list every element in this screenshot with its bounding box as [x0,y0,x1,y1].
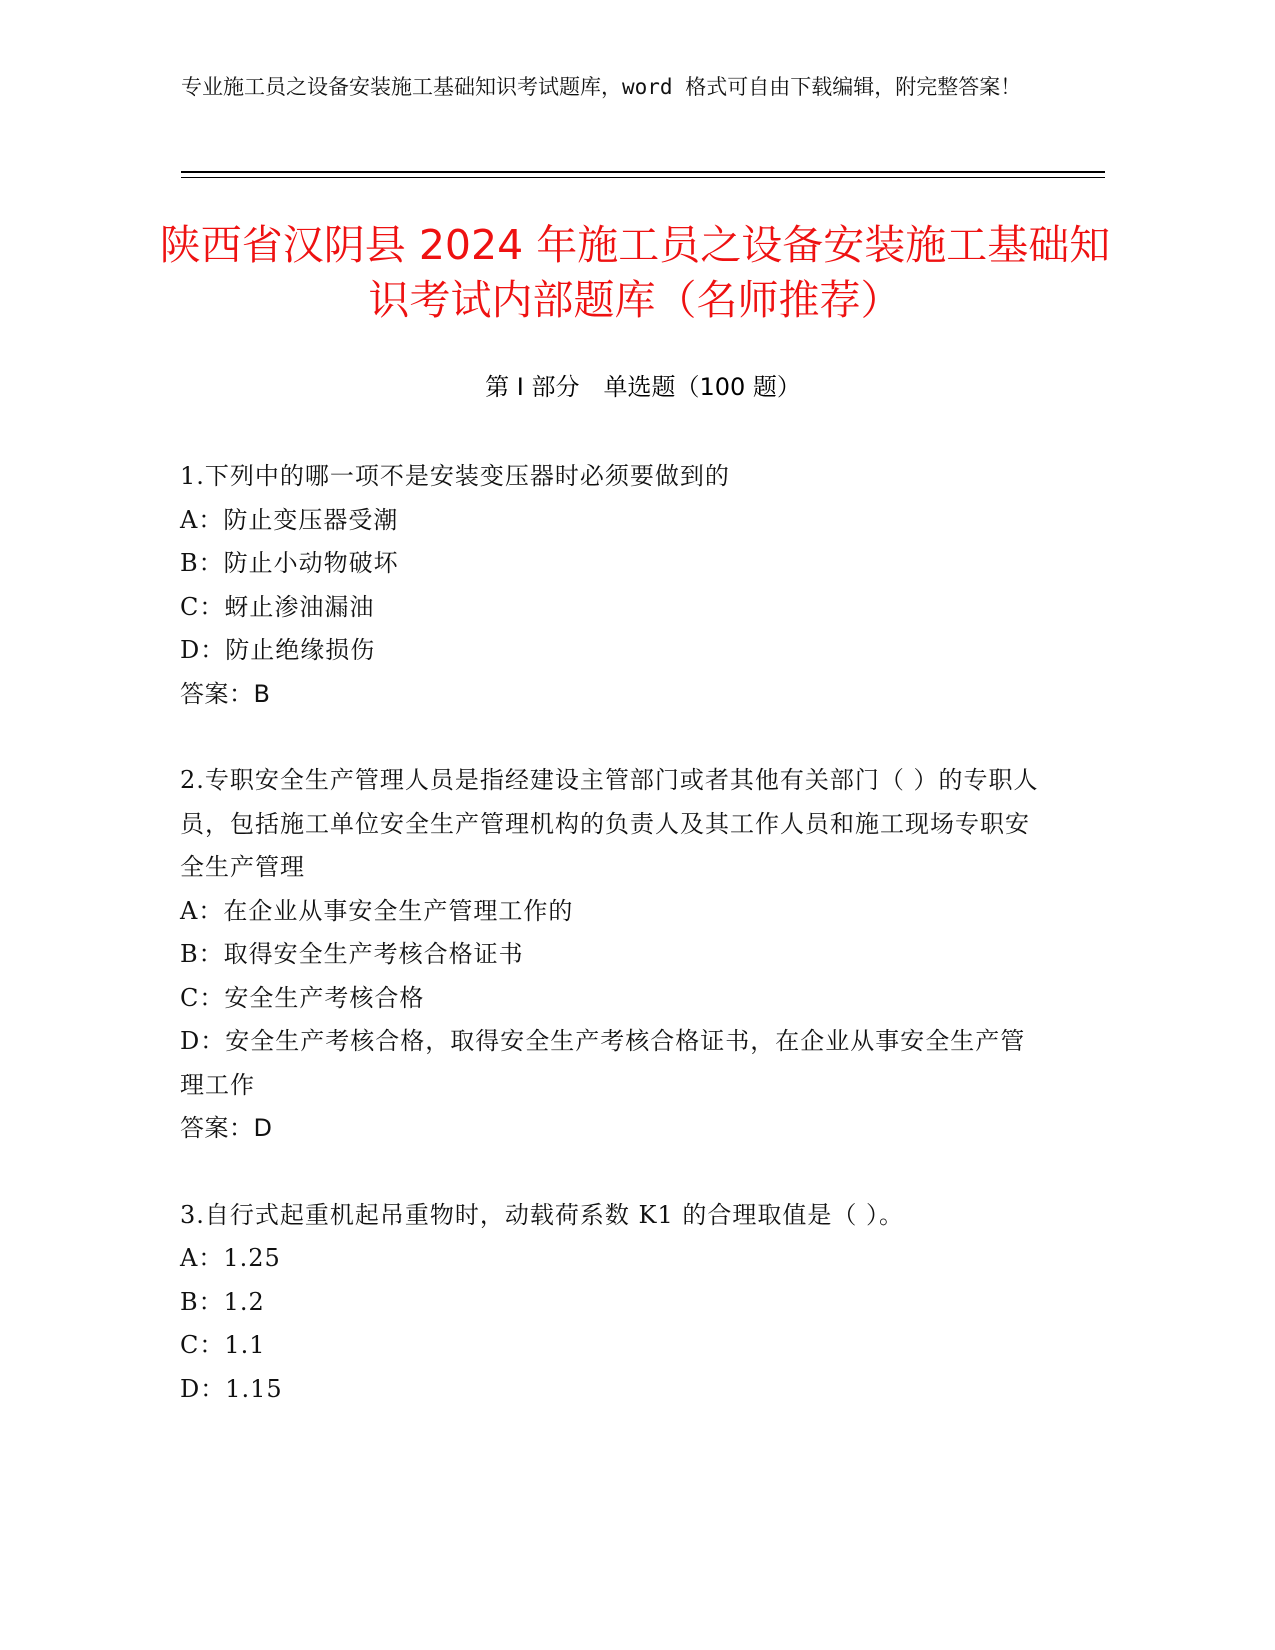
answer: 答案：D [180,1114,273,1142]
answer: 答案：B [180,679,271,708]
question-3 [180,1194,1040,1412]
question-1 [180,455,1040,716]
option-b: B：取得安全生产考核合格证书 [180,940,524,968]
option-a: A：1.25 [180,1244,281,1272]
header-note: 专业施工员之设备安装施工基础知识考试题库，word 格式可自由下载编辑，附完整答案！ [181,75,1022,99]
option-c: C：1.1 [180,1331,266,1359]
question-text: 3.自行式起重机起吊重物时，动载荷系数 K1 的合理取值是（ ）。 [180,1200,904,1229]
header-rule-thick [181,171,1105,173]
question-2 [180,759,1040,1151]
header-rule-thin [181,177,1105,178]
question-list [180,455,1040,1454]
option-d: D：防止绝缘损伤 [180,636,376,664]
option-b: B：1.2 [180,1287,265,1316]
option-d: D：1.15 [180,1374,283,1403]
option-c: C：蚜止渗油漏油 [180,592,375,621]
option-a: A：防止变压器受潮 [180,505,399,534]
option-d: D：安全生产考核合格，取得安全生产考核合格证书，在企业从事安全生产管理工作 [180,1027,1026,1099]
question-text: 2.专职安全生产管理人员是指经建设主管部门或者其他有关部门（ ）的专职人员，包括施工单位安全生产管理机构的负责人及其工作人员和施工现场专职安全生产管理 [180,766,1039,881]
question-text: 1.下列中的哪一项不是安装变压器时必须要做到的 [180,462,730,490]
option-c: C：安全生产考核合格 [180,983,425,1012]
option-a: A：在企业从事安全生产管理工作的 [180,896,574,925]
option-b: B：防止小动物破坏 [180,549,399,577]
section-title: 第 I 部分 单选题（100 题） [485,373,801,401]
document-title: 陕西省汉阴县 2024 年施工员之设备安装施工基础知识考试内部题库（名师推荐） [159,221,1111,324]
